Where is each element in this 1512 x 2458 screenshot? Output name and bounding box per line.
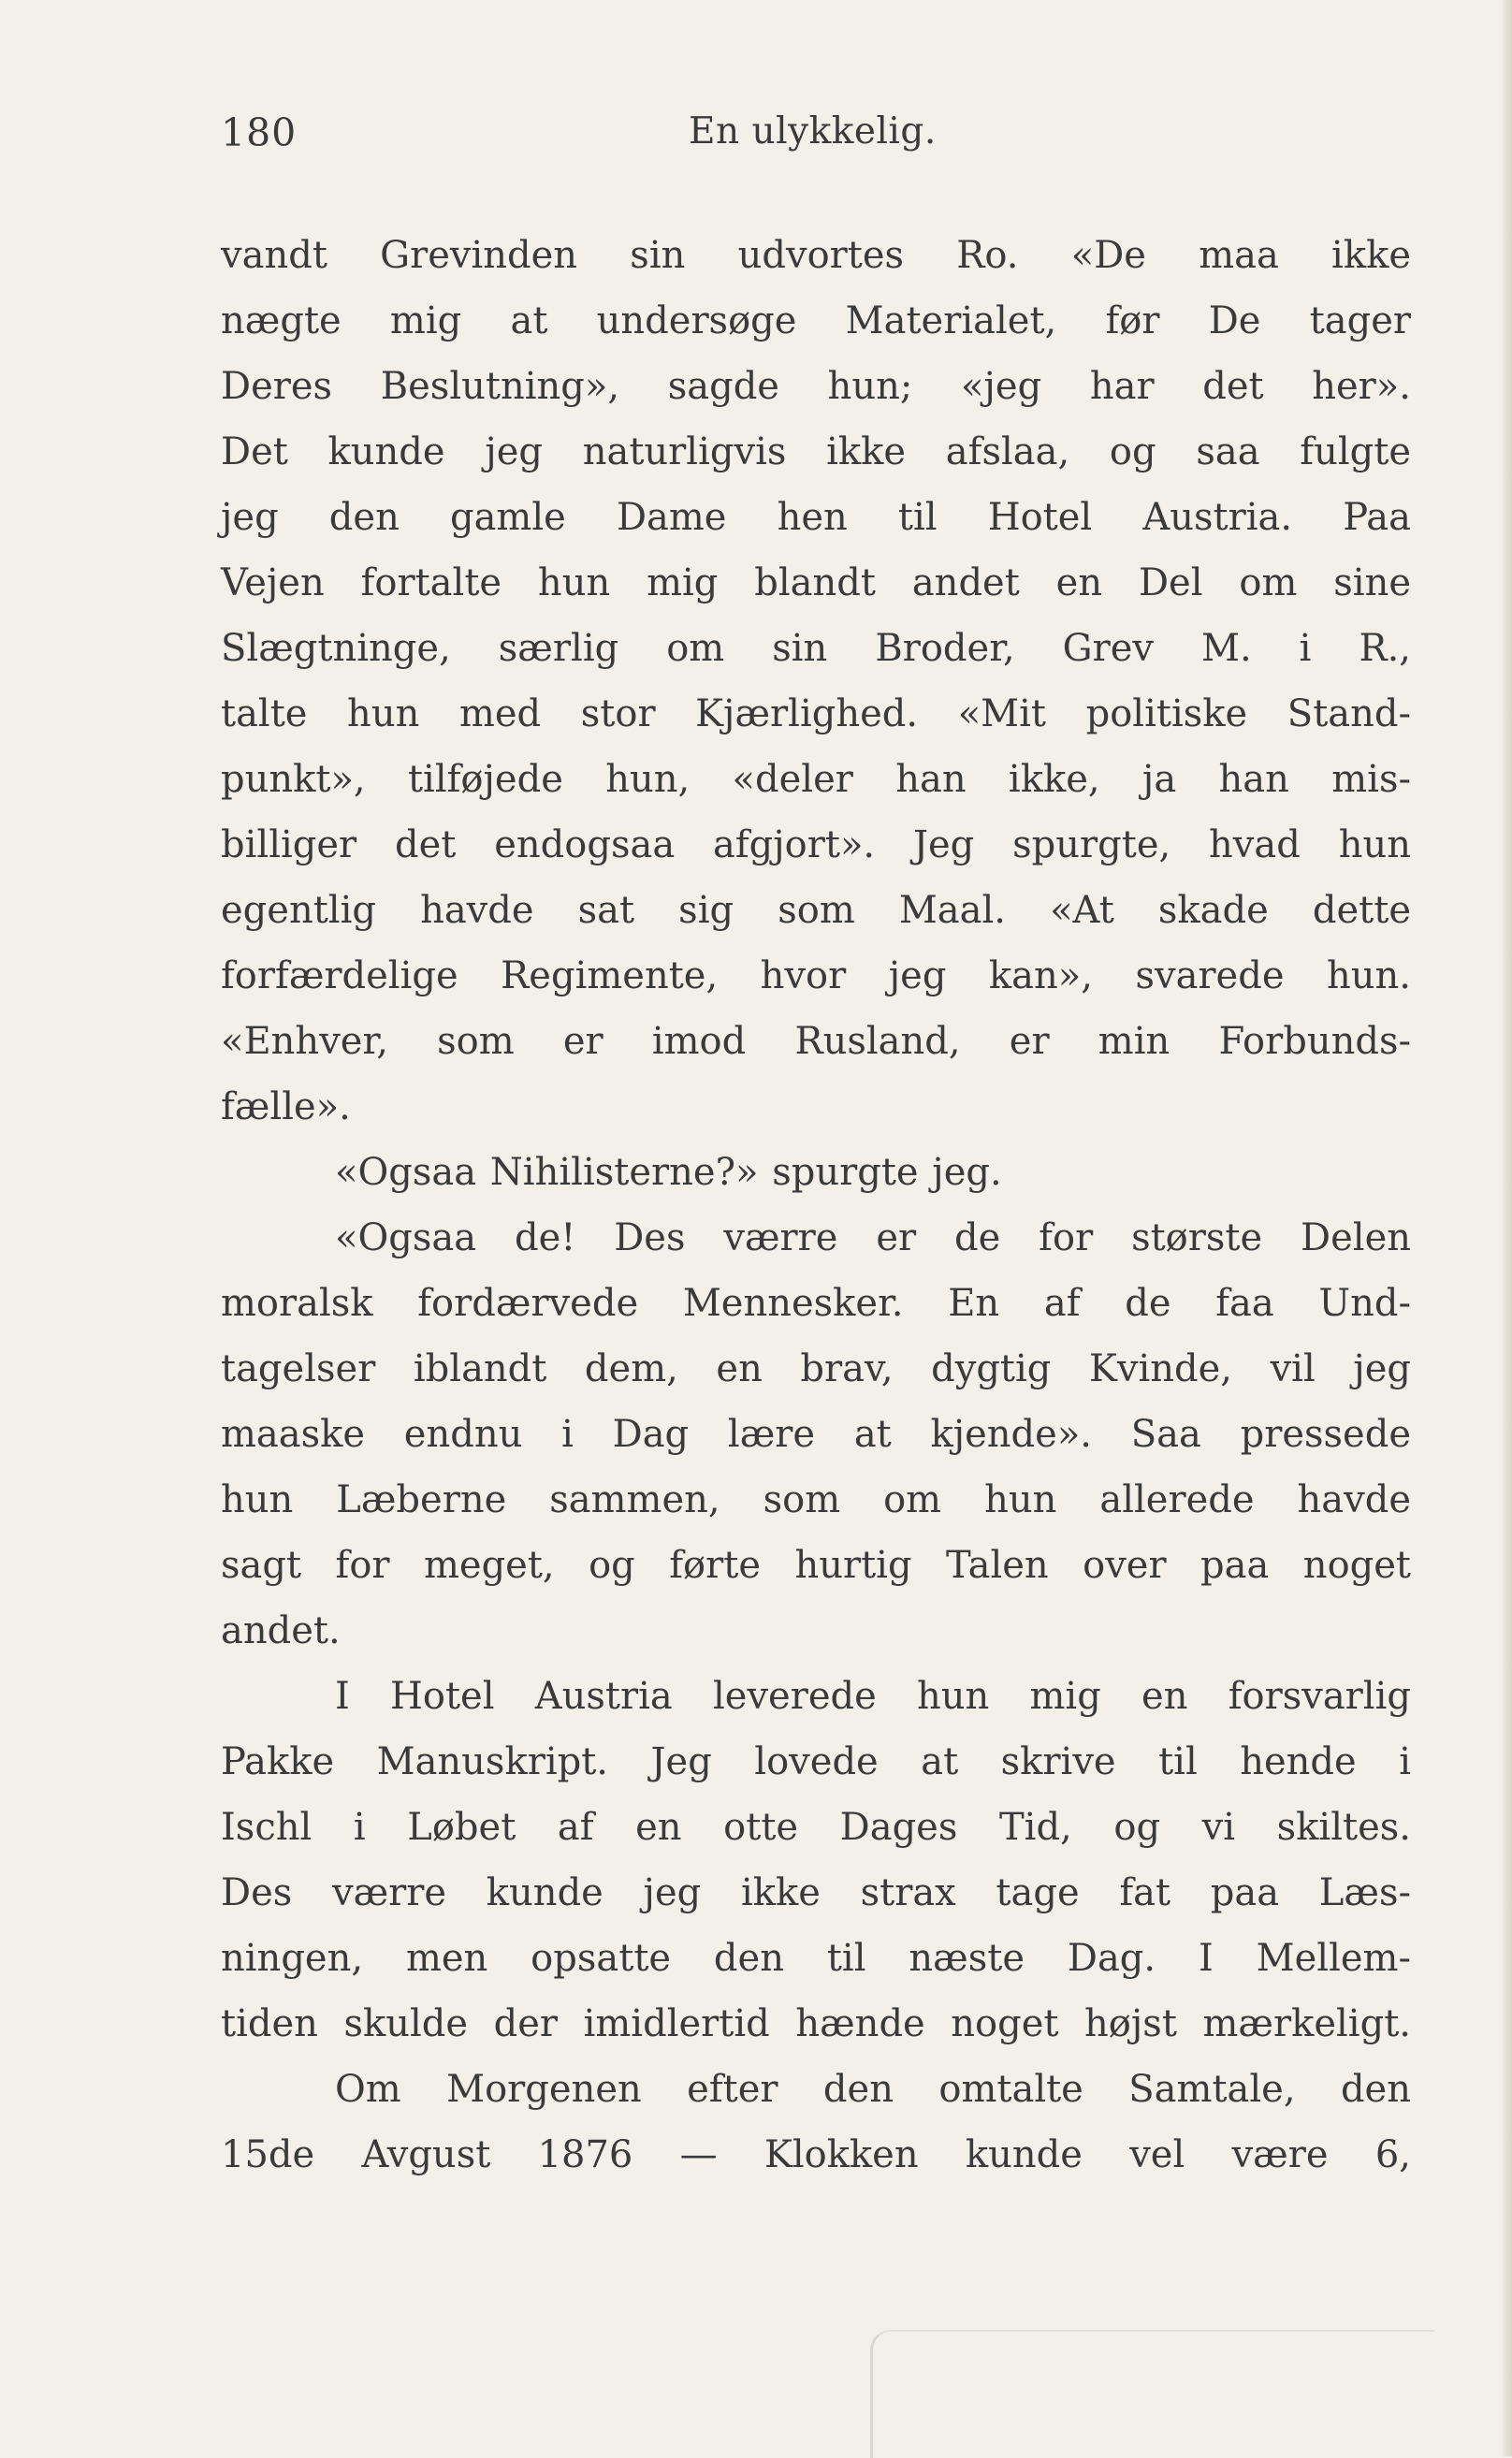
text-line: «Ogsaa Nihilisterne?» spurgte jeg.	[335, 1151, 1002, 1194]
text-line: andet.	[221, 1609, 341, 1652]
text-line: Om Morgenen efter den omtalte Samtale, den	[335, 2068, 1411, 2111]
text-line: moralsk fordærvede Mennesker. En af de faa Und-	[221, 1282, 1411, 1325]
text-line: tagelser iblandt dem, en brav, dygtig Kvinde, vil jeg	[221, 1347, 1411, 1390]
page-body	[221, 223, 1411, 2188]
page-header	[221, 110, 1411, 167]
text-line: 15de Avgust 1876 — Klokken kunde vel være 6,	[221, 2133, 1411, 2176]
text-line: tiden skulde der imidlertid hænde noget højst mærkeligt.	[221, 2002, 1411, 2045]
scan-artifact	[870, 2330, 1434, 2458]
text-line: sagt for meget, og førte hurtig Talen over paa noget	[221, 1544, 1411, 1587]
text-line: I Hotel Austria leverede hun mig en forsvarlig	[335, 1675, 1411, 1718]
text-line: jeg den gamle Dame hen til Hotel Austria. Paa	[221, 496, 1411, 539]
text-line: Slægtninge, særlig om sin Broder, Grev M. i R.,	[221, 627, 1411, 670]
text-line: Vejen fortalte hun mig blandt andet en Del om sine	[221, 561, 1411, 604]
text-line: ningen, men opsatte den til næste Dag. I Mellem-	[221, 1937, 1411, 1980]
text-line: punkt», tilføjede hun, «deler han ikke, ja han mis-	[221, 758, 1411, 801]
page-number: 180	[221, 110, 298, 155]
text-line: Ischl i Løbet af en otte Dages Tid, og vi skiltes.	[221, 1806, 1411, 1849]
text-line: hun Læberne sammen, som om hun allerede havde	[221, 1478, 1411, 1521]
text-line: vandt Grevinden sin udvortes Ro. «De maa ikke	[221, 234, 1411, 277]
text-line: nægte mig at undersøge Materialet, før De tager	[221, 299, 1411, 342]
text-line: forfærdelige Regimente, hvor jeg kan», svarede hun.	[221, 954, 1411, 997]
text-line: Det kunde jeg naturligvis ikke afslaa, og saa fulgte	[221, 430, 1411, 473]
text-line: Deres Beslutning», sagde hun; «jeg har det her».	[221, 365, 1411, 408]
text-line: Des værre kunde jeg ikke strax tage fat paa Læs-	[221, 1871, 1411, 1914]
text-line: Pakke Manuskript. Jeg lovede at skrive til hende i	[221, 1740, 1411, 1783]
text-line: talte hun med stor Kjærlighed. «Mit politiske Stand-	[221, 692, 1411, 735]
text-line: «Ogsaa de! Des værre er de for største Delen	[335, 1216, 1411, 1259]
text-line: maaske endnu i Dag lære at kjende». Saa pressede	[221, 1413, 1411, 1456]
text-line: fælle».	[221, 1085, 351, 1128]
text-line: «Enhver, som er imod Rusland, er min Forbunds-	[221, 1020, 1411, 1063]
page-edge	[1503, 0, 1512, 2456]
text-line: egentlig havde sat sig som Maal. «At skade dette	[221, 889, 1411, 932]
running-title: En ulykkelig.	[689, 110, 937, 153]
text-line: billiger det endogsaa afgjort». Jeg spurgte, hvad hun	[221, 823, 1411, 866]
